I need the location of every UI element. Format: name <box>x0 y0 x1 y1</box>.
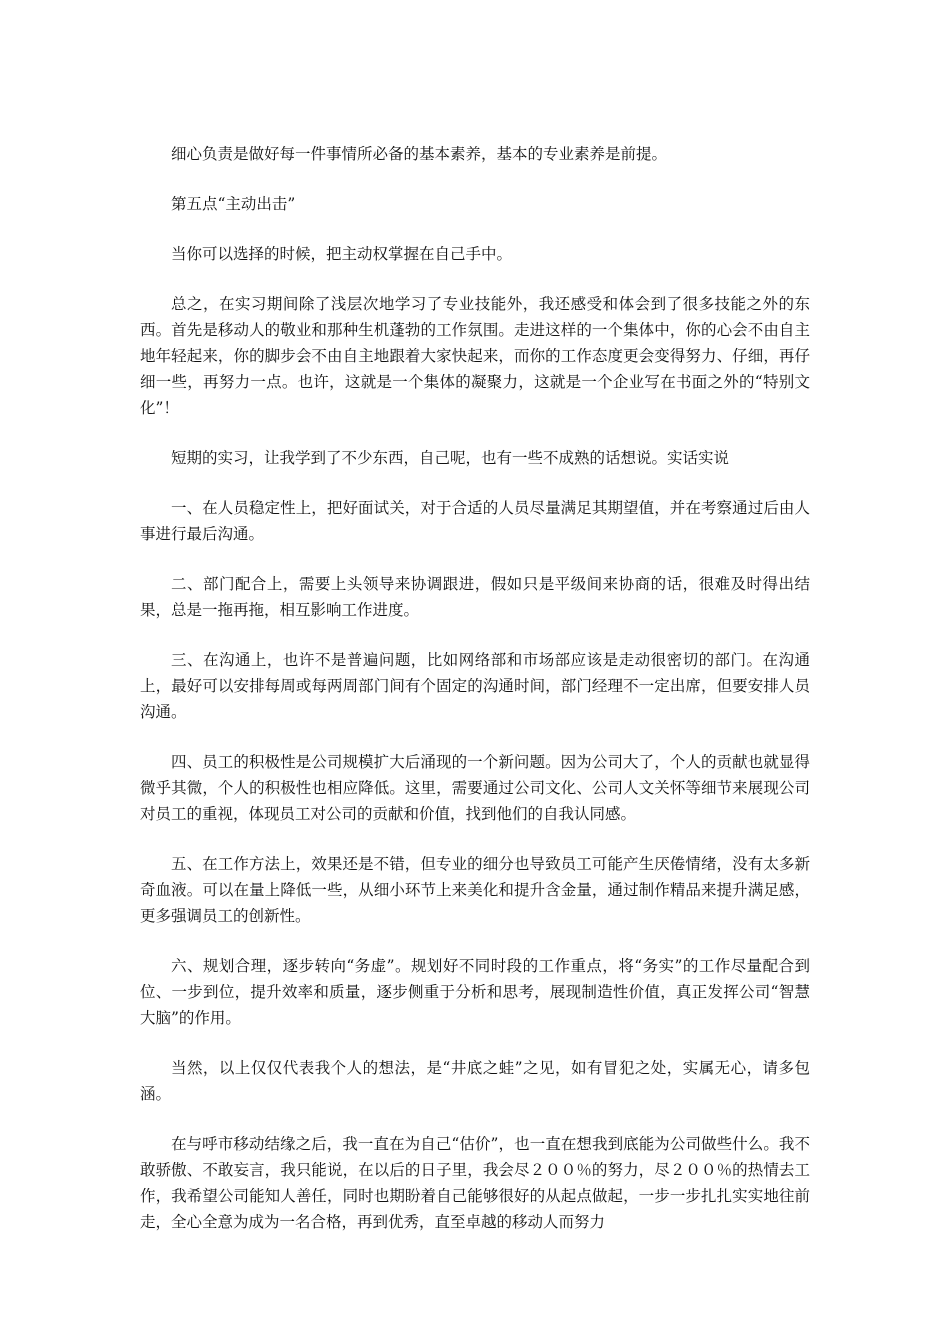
list-item: 五、在工作方法上，效果还是不错，但专业的细分也导致员工可能产生厌倦情绪，没有太多新奇血液。可以在量上降低一些，从细小环节上来美化和提升含金量，通过制作精品来提升满足感，更多强调员工的创新性。 <box>140 855 810 925</box>
list-item: 二、部门配合上，需要上头领导来协调跟进，假如只是平级间来协商的话，很难及时得出结果，总是一拖再拖，相互影响工作进度。 <box>140 575 810 619</box>
list-item: 六、规划合理，逐步转向“务虚”。规划好不同时段的工作重点，将“务实”的工作尽量配合到位、一步到位，提升效率和质量，逐步侧重于分析和思考，展现制造性价值，真正发挥公司“智慧大脑”的作用。 <box>140 957 810 1027</box>
list-item: 一、在人员稳定性上，把好面试关，对于合适的人员尽量满足其期望值，并在考察通过后由人事进行最后沟通。 <box>140 499 810 543</box>
paragraph: 总之，在实习期间除了浅层次地学习了专业技能外，我还感受和体会到了很多技能之外的东西。首先是移动人的敬业和那种生机蓬勃的工作氛围。走进这样的一个集体中，你的心会不由自主地年轻起来，你的脚步会不由自主地跟着大家快起来，而你的工作态度更会变得努力、仔细，再仔细一些，再努力一点。也许，这就是一个集体的凝聚力，这就是一个企业写在书面之外的“特别文化”！ <box>140 295 810 417</box>
paragraph: 细心负责是做好每一件事情所必备的基本素养，基本的专业素养是前提。 <box>171 145 668 163</box>
section-heading: 第五点“主动出击” <box>171 195 296 213</box>
list-item: 四、员工的积极性是公司规模扩大后涌现的一个新问题。因为公司大了，个人的贡献也就显得微乎其微，个人的积极性也相应降低。这里，需要通过公司文化、公司人文关怀等细节来展现公司对员工的重视，体现员工对公司的贡献和价值，找到他们的自我认同感。 <box>140 753 810 823</box>
list-item: 三、在沟通上，也许不是普遍问题，比如网络部和市场部应该是走动很密切的部门。在沟通上，最好可以安排每周或每两周部门间有个固定的沟通时间，部门经理不一定出席，但要安排人员沟通。 <box>140 651 810 721</box>
paragraph: 当你可以选择的时候，把主动权掌握在自己手中。 <box>171 245 513 263</box>
document-page <box>140 141 810 1235</box>
paragraph: 在与呼市移动结缘之后，我一直在为自己“估价”，也一直在想我到底能为公司做些什么。我不敢骄傲、不敢妄言，我只能说，在以后的日子里，我会尽２００％的努力，尽２００％的热情去工作，我希望公司能知人善任，同时也期盼着自己能够很好的从起点做起，一步一步扎扎实实地往前走，全心全意为成为一名合格，再到优秀，直至卓越的移动人而努力 <box>140 1135 810 1231</box>
paragraph: 当然，以上仅仅代表我个人的想法，是“井底之蛙”之见，如有冒犯之处，实属无心，请多包涵。 <box>140 1059 810 1103</box>
paragraph: 短期的实习，让我学到了不少东西，自己呢，也有一些不成熟的话想说。实话实说 <box>171 449 730 467</box>
